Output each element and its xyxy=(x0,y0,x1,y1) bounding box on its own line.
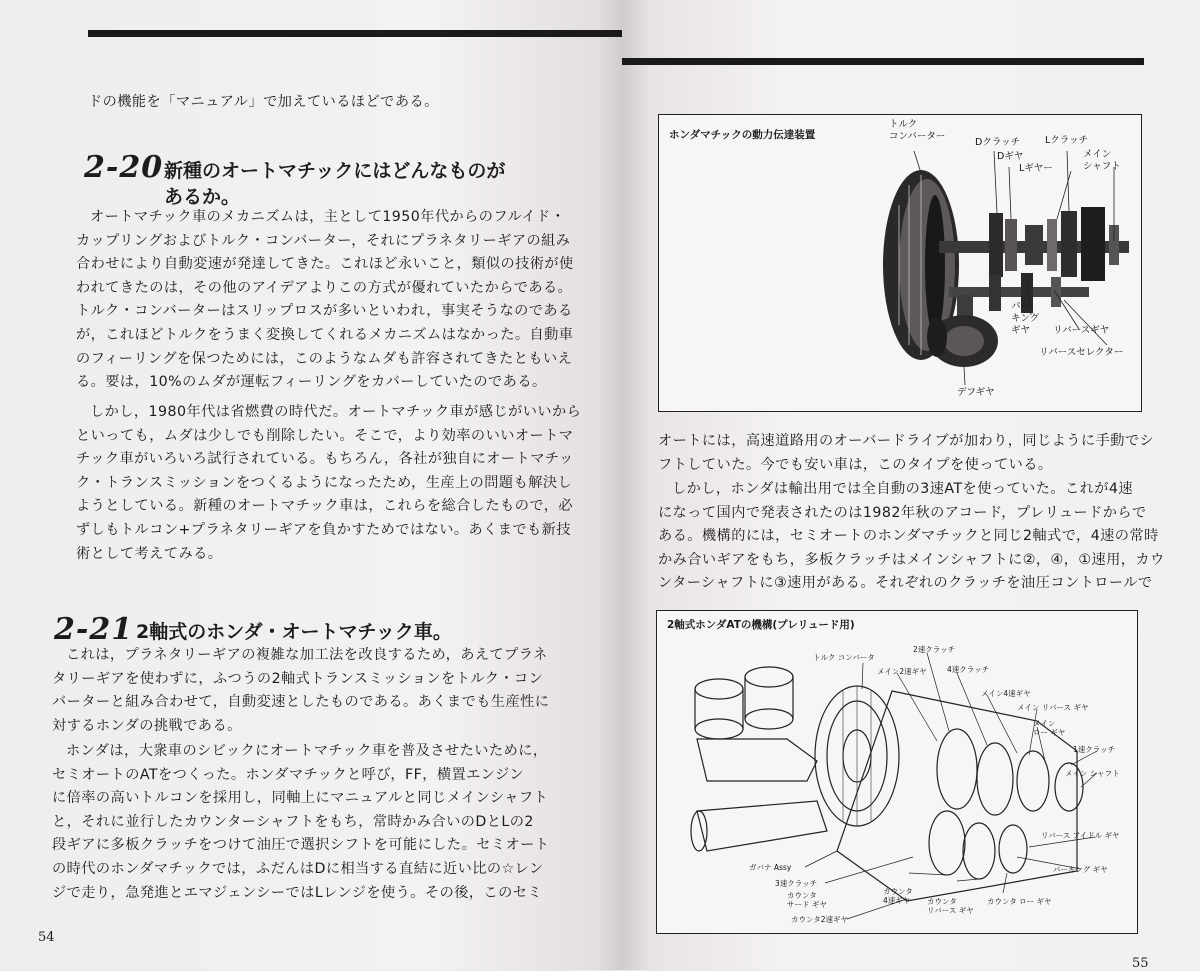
right-paragraph-1: オートには，高速道路用のオーバードライブが加わり，同じように手動でシ フトしていた。今でも安い車は，このタイプを使っている。 xyxy=(658,433,1155,473)
label-f2-counter-low-gear: カウンタ ロー ギヤ xyxy=(987,897,1052,906)
label-main-shaft: メイン シャフト xyxy=(1083,149,1121,172)
section-title-2-21: 2軸式のホンダ・オートマチック車。 xyxy=(136,621,452,643)
section-2-21-paragraph-1: これは，プラネタリーギアの複雑な加工法を改良するため，あえてプラネ タリーギアを使わずに，ふつうの2軸式トランスミッションをトルク・コン バーターと組み合わせて，自動変速としたものである。あくまでも生産性に 対するホンダの挑戦である。 xyxy=(52,647,550,734)
section-number-2-21: 2-21 xyxy=(54,612,134,647)
label-d-clutch: Dクラッチ xyxy=(975,137,1021,148)
label-f2-main-4th-gear: メイン4速ギヤ xyxy=(981,689,1031,698)
section-title-2-20: 新種のオートマチックにはどんなものが あるか。 xyxy=(164,160,506,208)
label-torque-converter: トルク コンバーター xyxy=(889,119,946,142)
right-paragraph-2: しかし，ホンダは輸出用では全自動の3速ATを使っていた。これが4速 になって国内で発表されたのは1982年秋のアコード，プレリュードからで ある。機構的には，セミオートのホンダマチックと同じ2軸式で，4速の常時 かみ合いギアをもち，多板クラッチはメインシャフトに②，④，①速用，カウ ンターシャフトに③速用がある。それぞれのクラッチを油圧コントロールで xyxy=(658,481,1165,592)
label-f2-counter-2nd-gear: カウンタ2速ギヤ xyxy=(791,915,848,924)
label-f2-main-low-gear: メイン ロー ギヤ xyxy=(1033,719,1066,737)
label-reverse-gear: リバースギヤ xyxy=(1053,325,1110,336)
top-rule-right xyxy=(622,58,1144,65)
page-number-left: 54 xyxy=(38,930,55,945)
label-f2-torque-converter: トルク コンバータ xyxy=(813,653,875,662)
figure2-caption: 2軸式ホンダATの機構(プレリュード用) xyxy=(667,619,855,631)
section-2-20-paragraph-2: しかし，1980年代は省燃費の時代だ。オートマチック車が感じがいいから といっても，ムダは少しでも削除したい。そこで，より効率のいいオートマ チック車がいろいろ試行されている。もちろん，各社が独自にオートマチッ ク・トランスミッションをつくるようになったため，生産上の問題も解決し ようとしている。新種のオートマチック車は，これらを総合したもので，必 ずしもトルコン+プラネタリーギアを負かすためではない。あくまでも新技 術として考えてみる。 xyxy=(76,404,582,562)
label-parking-gear: パー キング ギヤ xyxy=(1011,301,1040,336)
figure-two-shaft-at xyxy=(656,610,1138,934)
label-f2-reverse-idle-gear: リバース アイドル ギヤ xyxy=(1041,831,1120,840)
section-2-20-paragraph-1: オートマチック車のメカニズムは，主として1950年代からのフルイド・ カップリングおよびトルク・コンバーター，それにプラネタリーギアの組み 合わせにより自動変速が発達してきた。これほど永いこと，類似の技術が使 われてきたのは，その他のアイデアよりこの方式が優れていたからである。 トルク・コンバーターはスリップロスが多いといわれ，事実そうなのである が，これほどトルクをうまく変換してくれるメカニズムはなかった。自動車 のフィーリングを保つためには，このようなムダも許容されてきたともいえ る。要は，10%のムダが運転フィーリングをカバーしていたのである。 xyxy=(76,209,574,391)
label-l-clutch: Lクラッチ xyxy=(1045,135,1089,146)
label-f2-4th-clutch: 4速クラッチ xyxy=(947,665,990,674)
label-f2-parking-gear: パーキング ギヤ xyxy=(1053,865,1108,874)
label-f2-counter-4th-gear: カウンタ 4速ギヤ xyxy=(883,887,913,905)
label-f2-1st-clutch: 1速クラッチ xyxy=(1073,745,1116,754)
label-d-gear: Dギヤ xyxy=(997,151,1024,162)
label-f2-governor: ガバナ Assy xyxy=(749,863,792,872)
label-f2-3rd-clutch: 3速クラッチ xyxy=(775,879,818,888)
right-page xyxy=(622,0,1200,970)
section-2-21-paragraph-2: ホンダは，大衆車のシビックにオートマチック車を普及させたいために， セミオートのATをつくった。ホンダマチックと呼び，FF，横置エンジン に倍率の高いトルコンを採用し，同軸上にマニュアルと同じメインシャフト と，それに並行したカウンターシャフトをもち，常時かみ合いのDとLの2 段ギアに多板クラッチをつけて油圧で選択シフトを可能にした。セミオート の時代のホンダマチックでは，ふだんはDに相当する直結に近い比の☆レン ジで走り，急発進とエマジェンシーではLレンジを使う。その後，このセミ xyxy=(52,743,550,901)
power-transmission-illustration xyxy=(659,115,1141,411)
page-number-right: 55 xyxy=(1132,956,1149,971)
section-number-2-20: 2-20 xyxy=(84,150,164,185)
label-diff-gear: デフギヤ xyxy=(957,387,995,398)
label-reverse-selector: リバースセレクター xyxy=(1039,347,1124,358)
label-f2-counter-reverse-gear: カウンタ リバース ギヤ xyxy=(927,897,974,915)
figure1-caption: ホンダマチックの動力伝達装置 xyxy=(669,129,816,141)
label-f2-2nd-clutch: 2速クラッチ xyxy=(913,645,956,654)
intro-line: ドの機能を「マニュアル」で加えているほどである。 xyxy=(88,94,439,110)
label-l-gear: Lギヤー xyxy=(1019,163,1053,174)
label-f2-counter-third-gear: カウンタ サード ギヤ xyxy=(787,891,827,909)
figure-power-transmission xyxy=(658,114,1142,412)
label-f2-main-2nd-gear: メイン2速ギヤ xyxy=(877,667,927,676)
top-rule-left xyxy=(88,30,622,37)
label-f2-main-reverse-gear: メイン リバース ギヤ xyxy=(1017,703,1089,712)
label-f2-main-shaft: メイン シャフト xyxy=(1065,769,1120,778)
